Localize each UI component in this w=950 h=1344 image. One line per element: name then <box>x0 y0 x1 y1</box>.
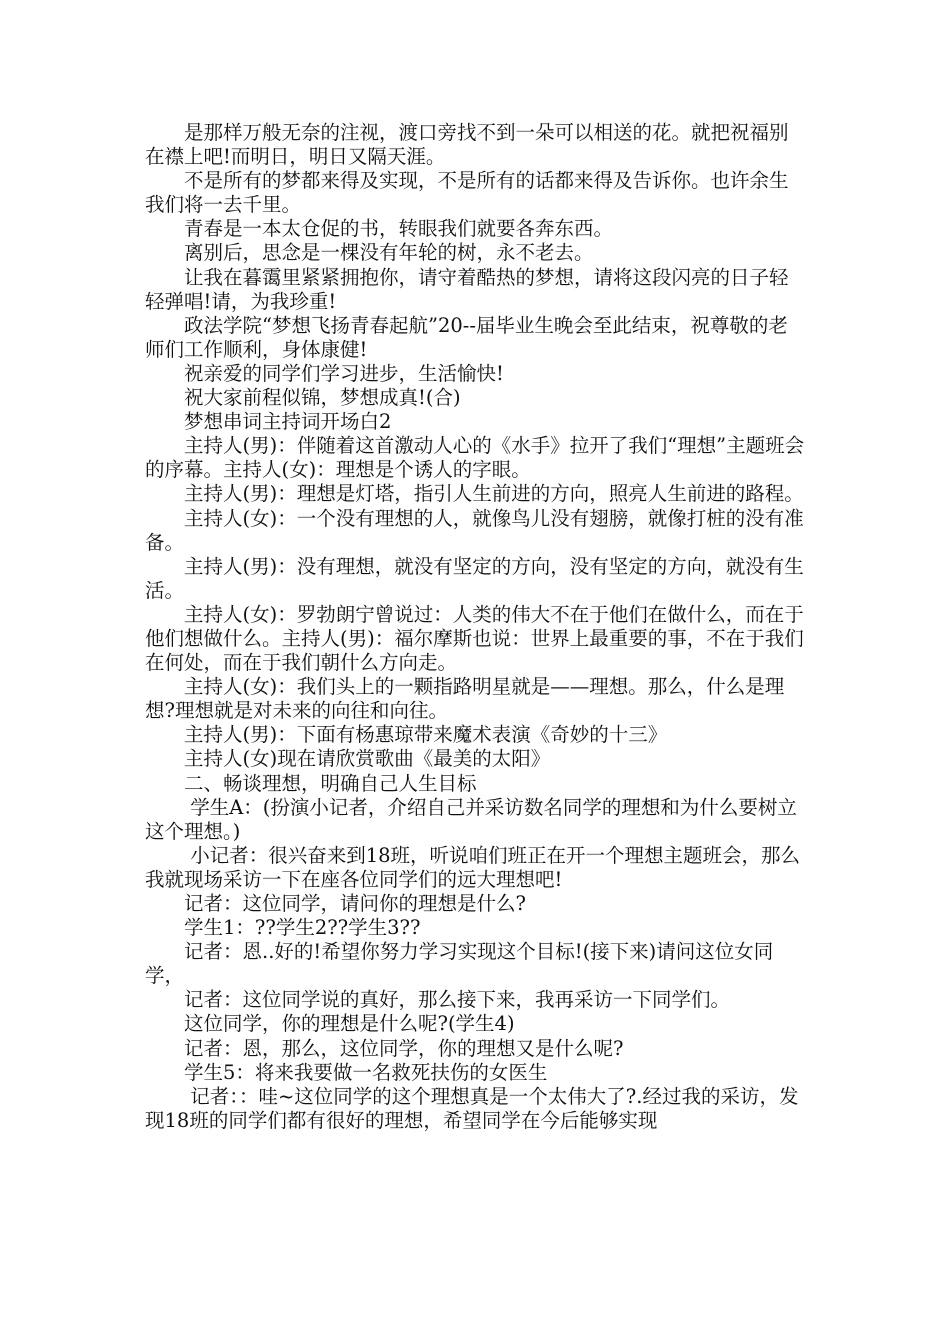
paragraph: 主持人(男)：没有理想，就没有坚定的方向，没有坚定的方向，就没有生活。 <box>145 554 804 602</box>
paragraph: 离别后，思念是一棵没有年轮的树，永不老去。 <box>184 241 594 265</box>
paragraph: 青春是一本太仓促的书，转眼我们就要各奔东西。 <box>184 217 614 241</box>
paragraph: 主持人(男)：下面有杨惠琼带来魔术表演《奇妙的十三》 <box>184 723 668 747</box>
section-heading: 二、畅谈理想，明确自己人生目标 <box>184 771 477 795</box>
paragraph: 小记者：很兴奋来到18班，听说咱们班正在开一个理想主题班会，那么我就现场采访一下在座各位同学们的远大理想吧! <box>145 843 801 891</box>
paragraph: 主持人(男)：理想是灯塔，指引人生前进的方向，照亮人生前进的路程。 <box>184 482 804 506</box>
paragraph: 政法学院“梦想飞扬青春起航”20--届毕业生晚会至此结束，祝尊敬的老师们工作顺利，身体康健! <box>145 313 788 361</box>
paragraph: 让我在暮霭里紧紧拥抱你，请守着酷热的梦想，请将这段闪亮的日子轻轻弹唱!请，为我珍重! <box>145 265 789 313</box>
document-body <box>145 121 805 1133</box>
paragraph: 祝大家前程似锦，梦想成真!(合) <box>184 386 461 410</box>
paragraph: 记者：：哇~这位同学的这个理想真是一个太伟大了?.经过我的采访，发现18班的同学们都有很好的理想，希望同学在今后能够实现 <box>145 1084 799 1132</box>
paragraph: 不是所有的梦都来得及实现，不是所有的话都来得及告诉你。也许余生我们将一去千里。 <box>145 169 789 217</box>
paragraph: 主持人(男)：伴随着这首激动人心的《水手》拉开了我们“理想”主题班会的序幕。主持人(女)：理想是个诱人的字眼。 <box>145 434 805 482</box>
paragraph: 记者：这位同学，请问你的理想是什么? <box>184 892 526 915</box>
section-heading: 梦想串词主持词开场白2 <box>184 410 392 434</box>
paragraph: 主持人(女)：我们头上的一颗指路明星就是——理想。那么，什么是理想?理想就是对未来的向往和向往。 <box>145 675 785 723</box>
paragraph: 这位同学，你的理想是什么呢?(学生4) <box>184 1012 515 1036</box>
paragraph: 祝亲爱的同学们学习进步，生活愉快! <box>184 361 504 385</box>
paragraph: 记者：这位同学说的真好，那么接下来，我再采访一下同学们。 <box>184 988 731 1012</box>
paragraph: 主持人(女)：罗勃朗宁曾说过：人类的伟大不在于他们在做什么，而在于他们想做什么。主持人(男)：福尔摩斯也说：世界上最重要的事，不在于我们在何处，而在于我们朝什么方向走。 <box>145 602 804 675</box>
paragraph: 是那样万般无奈的注视，渡口旁找不到一朵可以相送的花。就把祝福别在襟上吧!而明日，明日又隔天涯。 <box>145 121 789 169</box>
paragraph: 记者：恩..好的!希望你努力学习实现这个目标!(接下来)请问这位女同学， <box>145 940 774 988</box>
paragraph: 主持人(女)：一个没有理想的人，就像鸟儿没有翅膀，就像打桩的没有准备。 <box>145 506 804 554</box>
paragraph: 学生5：将来我要做一名救死扶伤的女医生 <box>184 1060 548 1084</box>
paragraph: 学生A：(扮演小记者，介绍自己并采访数名同学的理想和为什么要树立这个理想。) <box>145 795 797 843</box>
paragraph: 学生1：??学生2??学生3?? <box>184 916 421 940</box>
paragraph: 主持人(女)现在请欣赏歌曲《最美的太阳》 <box>184 747 551 771</box>
paragraph: 记者：恩，那么，这位同学，你的理想又是什么呢? <box>184 1036 624 1060</box>
